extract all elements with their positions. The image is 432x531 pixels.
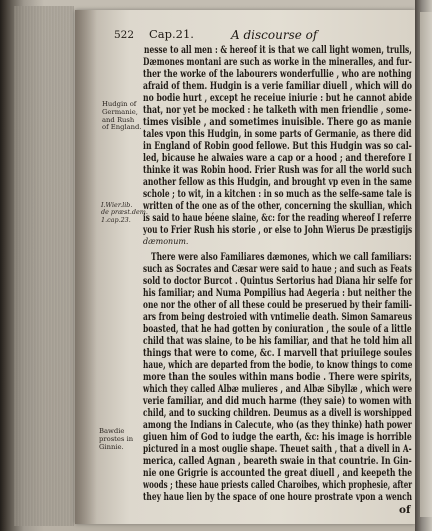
- text-line: led, bicause he alwaies ware a cap or a hood ; and therefore I: [143, 152, 412, 164]
- side-note-line: Germanie,: [102, 107, 138, 116]
- side-note-line: Ginnie.: [99, 442, 124, 451]
- stacked-page-edges: [14, 6, 74, 526]
- text-line: merica, called Agnan , beareth swaie in that countrie. In Gin-: [143, 455, 412, 467]
- text-line: ars from being destroied with vntimelie death. Simon Samareus: [143, 311, 413, 323]
- text-line: afraid of them. Hudgin is a verie familiar diuell , which will do: [143, 80, 412, 92]
- side-note-line: of England.: [102, 123, 142, 132]
- text-line: There were also Familiares dæmones, which we call familiars:: [151, 251, 412, 263]
- side-note-line: I.Wier.lib.: [101, 201, 133, 209]
- text-line: nesse to all men : & hereof it is that we call light women, trulls,: [144, 44, 412, 56]
- side-note: [102, 101, 142, 132]
- text-line: verie familiar, and did much harme (they saie) to women with: [143, 395, 412, 407]
- side-note-line: de præst.dem.: [101, 208, 148, 217]
- side-note: [101, 202, 148, 224]
- text-line: in England of Robin good fellowe. But this Hudgin was so cal-: [143, 140, 412, 152]
- catchword: of: [399, 504, 411, 516]
- text-line: Dæmones montani are such as worke in the mineralles, and fur-: [143, 56, 412, 68]
- page-number: 522: [114, 29, 135, 41]
- text-line: child, and to sucking children. Deumus as a divell is worshipped: [143, 407, 412, 419]
- facing-page-sliver: [420, 12, 432, 517]
- text-line: one nor the other of all these could be preserued by their famili-: [143, 299, 412, 311]
- text-line: sold to doctor Burcot . Quintus Sertorius had Diana hir selfe for: [143, 275, 413, 287]
- text-line: ther the worke of the labourers wonderfullie , who are nothing: [143, 68, 412, 80]
- text-line: dæmonum.: [143, 237, 189, 246]
- text-line: is said to haue béene slaine, &c: for the reading whereof I referre: [143, 212, 412, 224]
- side-note-line: 1.cap.23.: [101, 215, 131, 224]
- text-line: tales vpon this Hudgin, in some parts of Germanie, as there did: [143, 128, 412, 140]
- text-line: they haue lien by the space of one houre prostrate vpon a wench: [143, 491, 413, 503]
- text-line: among the Indians in Calecute, who (as they thinke) hath power: [143, 419, 412, 431]
- text-line: pictured in a most ouglie shape. Theuet saith , that a divell in A-: [143, 443, 412, 455]
- text-line: boasted, that he had gotten by coniuration , the soule of a little: [143, 323, 412, 335]
- side-note: [99, 428, 133, 451]
- text-line: woods ; these haue priests called Charoibes, which prophesie, after: [143, 479, 412, 491]
- text-line: another fellow as this Hudgin, and brought vp even in the same: [143, 176, 412, 188]
- gutter-shadow: [75, 10, 97, 524]
- text-line: nie one Grigrie is accounted the great diuell , and keepeth the: [143, 467, 413, 479]
- text-line: his familiar; and Numa Pompilius had Aegeria : but neither the: [143, 287, 412, 299]
- text-line: written of the one as of the other, concerning the skullian, which: [143, 200, 413, 212]
- text-line: that, nor yet be mocked : he talketh with men friendlie , some-: [143, 104, 412, 116]
- side-note-line: and Rush: [102, 115, 135, 124]
- side-note-line: prostes in: [99, 434, 134, 443]
- text-line: you to Frier Rush his storie , or else to John Wierus De præstigijs: [143, 224, 413, 236]
- text-line: thinke it was Robin hood. Frier Rush was for all the world such: [143, 164, 412, 176]
- text-line: more than the soules within mans bodie . There were spirits,: [143, 371, 412, 383]
- text-line: giuen him of God to iudge the earth, &c: his image is horrible: [143, 431, 412, 443]
- text-line: no bodie hurt , except he receiue iniurie : but he cannot abide: [143, 92, 413, 104]
- text-line: haue, which are departed from the bodie, to know things to come: [143, 359, 413, 371]
- text-line: things that were to come, &c. I marvell that priuilege soules: [143, 347, 412, 359]
- side-note-line: Bawdie: [99, 427, 125, 435]
- text-line: child that was slaine, to be his familiar, and that he told him all: [143, 335, 413, 347]
- chapter-heading: Cap.21.: [149, 27, 194, 41]
- side-note-line: Hudgin of: [102, 100, 137, 108]
- text-line: schole ; to wit, in a kitchen : in so much as the selfe-same tale is: [143, 188, 412, 200]
- running-title: A discourse of: [231, 28, 318, 42]
- text-line: times visible , and sometimes inuisible. There go as manie: [143, 116, 412, 128]
- text-line: which they called Albæ mulieres , and Albæ Sibyllæ , which were: [143, 383, 413, 395]
- text-line: such as Socrates and Cæsar were said to haue ; and such as Feats: [143, 263, 412, 275]
